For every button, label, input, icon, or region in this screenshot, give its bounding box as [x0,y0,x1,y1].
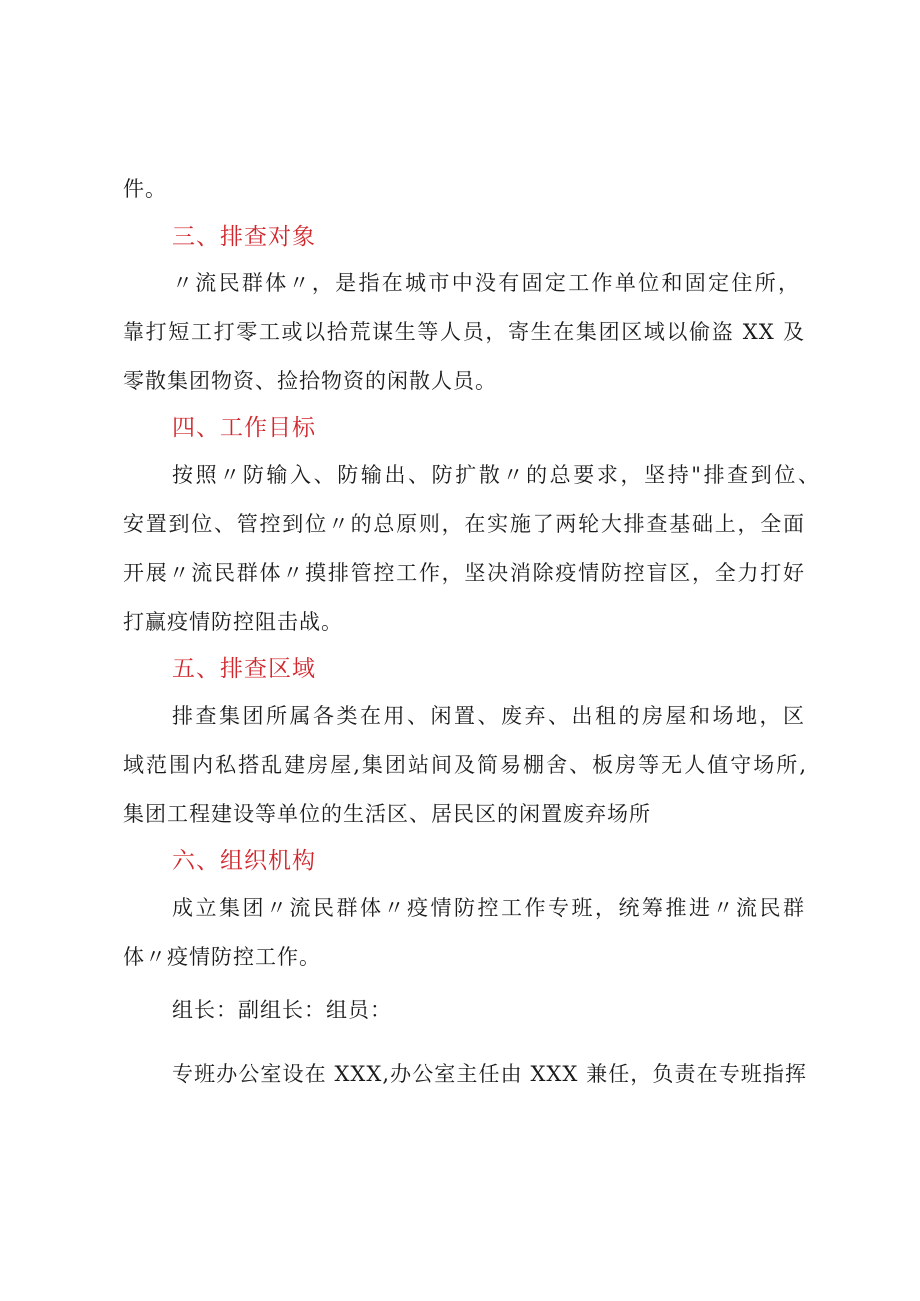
paragraph-line: 成立集团〃流民群体〃疫情防控工作专班，统筹推进〃流民群 [172,896,805,920]
paragraph-line: 集团工程建设等单位的生活区、居民区的闲置废弃场所 [123,802,651,826]
section-heading-4: 四、工作目标 [172,415,316,441]
section-heading-3: 三、排查对象 [172,224,316,250]
paragraph-line: 打赢疫情防控阻击战。 [123,610,343,634]
paragraph-line: 件。 [123,177,167,201]
paragraph-line: 〃流民群体〃，是指在城市中没有固定工作单位和固定住所， [172,271,800,295]
paragraph-line: 靠打短工打零工或以拾荒谋生等人员，寄生在集团区域以偷盗 XX 及 [123,320,805,344]
paragraph-line: 按照〃防输入、防输出、防扩散〃的总要求，坚持"排查到位、 [172,463,820,487]
paragraph-line: 体〃疫情防控工作。 [123,945,321,969]
paragraph-line: 安置到位、管控到位〃的总原则，在实施了两轮大排查基础上，全面 [123,512,805,536]
paragraph-line: 域范围内私搭乱建房屋,集团站间及简易棚舍、板房等无人值守场所, [123,753,807,777]
paragraph-line: 开展〃流民群体〃摸排管控工作，坚决消除疫情防控盲区，全力打好 [123,561,805,585]
members-line: 组长：副组长：组员： [172,998,392,1022]
office-line: 专班办公室设在 XXX,办公室主任由 XXX 兼任，负责在专班指挥 [172,1062,807,1086]
section-heading-5: 五、排查区域 [172,656,316,682]
paragraph-line: 零散集团物资、捡拾物资的闲散人员。 [123,369,497,393]
paragraph-line: 排查集团所属各类在用、闲置、废弃、出租的房屋和场地，区 [172,704,805,728]
section-heading-6: 六、组织机构 [172,848,316,874]
